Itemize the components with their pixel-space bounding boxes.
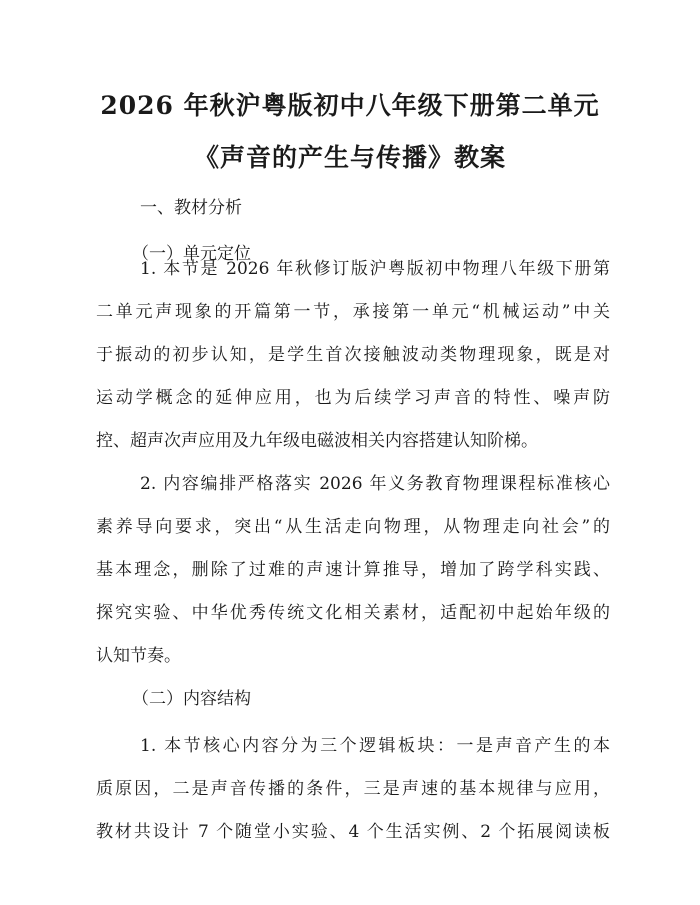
document-title-line1: 2026 年秋沪粤版初中八年级下册第二单元 (100, 91, 600, 120)
document-title-line2: 《声音的产生与传播》教案 (193, 143, 506, 172)
paragraph3-line: 质原因，二是声音传播的条件，三是声速的基本规律与应用， (96, 779, 610, 799)
paragraph1-line: 运动学概念的延伸应用，也为后续学习声音的特性、噪声防 (96, 388, 610, 408)
paragraph2-line: 2. 内容编排严格落实 2026 年义务教育物理课程标准核心 (140, 474, 610, 494)
paragraph1-line: 控、超声次声应用及九年级电磁波相关内容搭建认知阶梯。 (96, 431, 538, 451)
subsection-heading-unit-position: （一）单元定位 (132, 244, 251, 264)
paragraph1-line: 于振动的初步认知，是学生首次接触波动类物理现象，既是对 (96, 345, 610, 365)
subsection-heading-content-structure: （二）内容结构 (132, 689, 251, 709)
paragraph2-line: 探究实验、中华优秀传统文化相关素材，适配初中起始年级的 (96, 603, 610, 623)
section-heading-textbook-analysis: 一、教材分析 (140, 198, 242, 218)
paragraph3-line: 1. 本节核心内容分为三个逻辑板块：一是声音产生的本 (140, 736, 610, 756)
paragraph2-line: 认知节奏。 (96, 646, 181, 666)
paragraph3-line: 教材共设计 7 个随堂小实验、4 个生活实例、2 个拓展阅读板 (96, 822, 610, 842)
paragraph2-line: 基本理念，删除了过难的声速计算推导，增加了跨学科实践、 (96, 560, 610, 580)
paragraph1-line: 二单元声现象的开篇第一节，承接第一单元“机械运动”中关 (96, 302, 610, 322)
paragraph2-line: 素养导向要求，突出“从生活走向物理，从物理走向社会”的 (96, 517, 610, 537)
paragraph1-line: 1. 本节是 2026 年秋修订版沪粤版初中物理八年级下册第 (140, 259, 610, 279)
